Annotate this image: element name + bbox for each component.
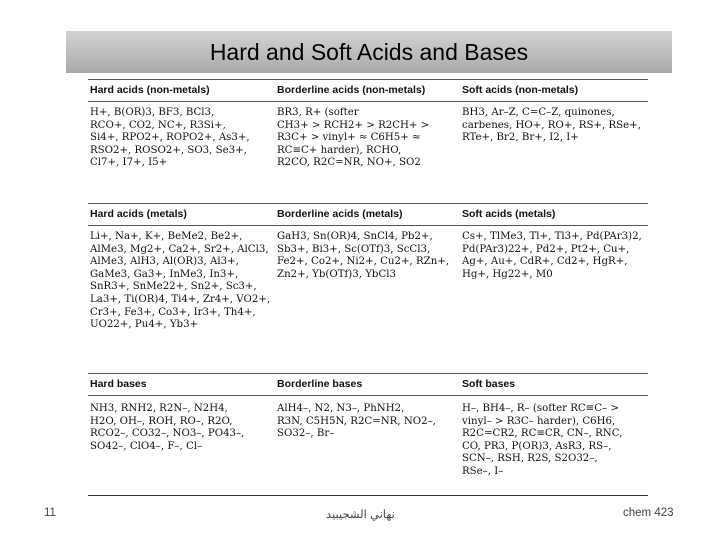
cell-line: GaMe3, Ga3+, InMe3, In3+,	[90, 268, 239, 280]
cell-line: AlMe3, Mg2+, Ca2+, Sr2+, AlCl3,	[90, 243, 269, 255]
column-header: Soft bases	[462, 378, 516, 390]
cell-line: H2O, OH–, ROH, RO–, R2O,	[90, 415, 233, 427]
cell-line: AlMe3, AlH3, Al(OR)3, Al3+,	[90, 256, 239, 268]
column-header: Borderline acids (non-metals)	[277, 84, 426, 96]
cell-line: Zn2+, Yb(OTf)3, YbCl3	[277, 268, 396, 280]
header-row	[88, 373, 648, 395]
table-cell	[460, 231, 650, 281]
cell-line: H+, B(OR)3, BF3, BCl3,	[90, 107, 215, 118]
cell-line: Si4+, RPO2+, ROPO2+, As3+,	[90, 132, 250, 144]
table-cell	[275, 231, 460, 281]
column-header: Soft acids (metals)	[462, 208, 556, 220]
cell-line: RTe+, Br2, Br+, I2, I+	[462, 132, 579, 144]
cell-line: GaH3, Sn(OR)4, SnCl4, Pb2+,	[277, 231, 433, 242]
cell-line: Fe2+, Co2+, Ni2+, Cu2+, RZn+,	[277, 256, 450, 268]
header-row	[88, 203, 648, 225]
cell-line: UO22+, Pu4+, Yb3+	[90, 319, 199, 331]
header-row	[88, 79, 648, 101]
table-rule	[88, 225, 648, 226]
cell-line: carbenes, HO+, RO+, RS+, RSe+,	[462, 119, 641, 131]
table-cell	[275, 403, 460, 441]
column-header: Hard bases	[90, 378, 147, 390]
column-header: Soft acids (non-metals)	[462, 84, 579, 96]
cell-line: CH3+ > RCH2+ > R2CH+ >	[277, 119, 430, 131]
table-cell	[88, 403, 275, 453]
cell-line: RCO2–, CO32–, NO3–, PO43–,	[90, 428, 245, 440]
cell-line: Sb3+, Bi3+, Sc(OTf)3, ScCl3,	[277, 243, 431, 255]
cell-line: BR3, R+ (softer	[277, 107, 359, 118]
slide-title: Hard and Soft Acids and Bases	[209, 38, 529, 65]
cell-line: SCN–, RSH, R2S, S2O32–,	[462, 453, 598, 465]
cell-line: Cs+, TlMe3, Tl+, Tl3+, Pd(PAr3)2,	[462, 231, 642, 242]
cell-line: Ag+, Au+, CdR+, Cd2+, HgR+,	[462, 256, 628, 268]
cell-line: RSe–, I–	[462, 465, 504, 477]
hsab-table	[88, 79, 648, 497]
cell-line: SnR3+, SnMe22+, Sn2+, Sc3+,	[90, 281, 257, 293]
cell-line: Cl7+, I7+, I5+	[90, 157, 168, 169]
column-header: Hard acids (non-metals)	[90, 84, 210, 96]
cell-line: NH3, RNH2, R2N–, N2H4,	[90, 403, 228, 414]
cell-line: RCO+, CO2, NC+, R3Si+,	[90, 119, 226, 131]
cell-line: Hg+, Hg22+, M0	[462, 268, 553, 280]
cell-line: BH3, Ar–Z, C=C–Z, quinones,	[462, 107, 615, 118]
table-cell	[88, 231, 275, 332]
cell-line: RC≡C+ harder), RCHO,	[277, 144, 402, 156]
cell-line: AlH4–, N2, N3–, PhNH2,	[277, 403, 405, 414]
cell-line: Pd(PAr3)22+, Pd2+, Pt2+, Cu+,	[462, 243, 630, 255]
cell-line: La3+, Ti(OR)4, Ti4+, Zr4+, VO2+,	[90, 293, 271, 305]
slide-number: 11	[44, 507, 56, 519]
cell-line: CO, PR3, P(OR)3, AsR3, RS–,	[462, 440, 612, 452]
author-name: نهاني الشجيبيد	[326, 509, 395, 521]
cell-line: vinyl– > R3C– harder), C6H6,	[462, 415, 616, 427]
table-cell	[460, 107, 650, 145]
course-label: chem 423	[623, 507, 674, 519]
cell-line: R3C+ > vinyl+ ≈ C6H5+ ≈	[277, 132, 421, 144]
cell-line: Cr3+, Fe3+, Co3+, Ir3+, Th4+,	[90, 306, 256, 318]
cell-line: R2C=CR2, RC≡CR, CN–, RNC,	[462, 428, 623, 440]
table-cell	[460, 403, 650, 479]
table-rule	[88, 495, 648, 496]
cell-line: H–, BH4–, R– (softer RC≡C– >	[462, 403, 619, 414]
column-header: Borderline bases	[277, 378, 363, 390]
cell-line: Li+, Na+, K+, BeMe2, Be2+,	[90, 231, 243, 242]
table-rule	[88, 395, 648, 396]
table-cell	[275, 107, 460, 170]
cell-line: SO42–, ClO4–, F–, Cl–	[90, 440, 203, 452]
column-header: Hard acids (metals)	[90, 208, 187, 220]
cell-line: SO32–, Br–	[277, 428, 335, 440]
column-header: Borderline acids (metals)	[277, 208, 403, 220]
table-cell	[88, 107, 275, 170]
slide-title-bar	[66, 31, 672, 73]
cell-line: RSO2+, ROSO2+, SO3, Se3+,	[90, 144, 247, 156]
cell-line: R2CO, R2C=NR, NO+, SO2	[277, 157, 421, 169]
cell-line: R3N, C5H5N, R2C=NR, NO2–,	[277, 415, 436, 427]
table-rule	[88, 101, 648, 102]
